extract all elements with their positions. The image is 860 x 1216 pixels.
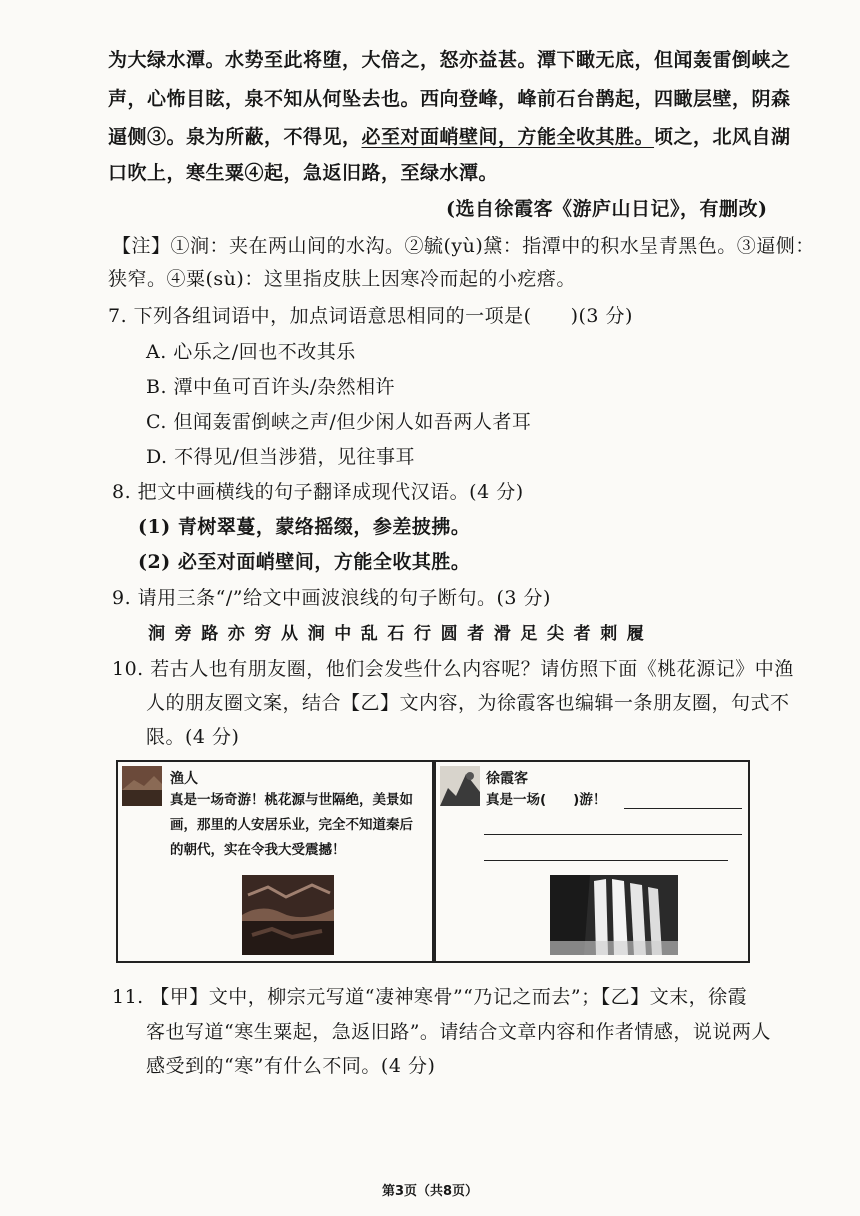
option-b: B. 潭中鱼可百许头/杂然相许 <box>146 376 395 398</box>
page-number: 第3页（共8页） <box>381 1184 479 1199</box>
question-8-item: (2) 必至对面峭壁间，方能全收其胜。 <box>138 551 471 573</box>
question-9-stem: 9. 请用三条“/”给文中画波浪线的句子断句。(3 分) <box>112 587 551 609</box>
option-c: C. 但闻轰雷倒峡之声/但少闲人如吾两人者耳 <box>146 411 532 433</box>
question-11-line: 客也写道“寒生粟起，急返旧路”。请结合文章内容和作者情感，说说两人 <box>146 1021 771 1043</box>
card-text-line: 画，那里的人安居乐业，完全不知道秦后 <box>170 817 413 833</box>
answer-line[interactable] <box>484 860 728 861</box>
xu-xiake-avatar <box>440 766 480 806</box>
option-a: A. 心乐之/回也不改其乐 <box>146 341 356 363</box>
question-10-line: 人的朋友圈文案，结合【乙】文内容，为徐霞客也编辑一条朋友圈，句式不 <box>146 692 790 714</box>
moments-card-xu-xiake <box>434 760 750 963</box>
passage-line <box>108 124 791 150</box>
moments-card-fisherman <box>116 760 434 963</box>
question-10-line: 限。(4 分) <box>146 726 240 748</box>
question-10-line: 10. 若古人也有朋友圈，他们会发些什么内容呢？请仿照下面《桃花源记》中渔 <box>112 658 794 680</box>
waterfall-photo <box>550 875 678 955</box>
question-11-line: 感受到的“寒”有什么不同。(4 分) <box>146 1055 436 1077</box>
passage-line: 为大绿水潭。水势至此将堕，大倍之，怒亦益甚。潭下瞰无底，但闻轰雷倒峡之 <box>108 49 791 71</box>
passage-line: 口吹上，寒生粟④起，急返旧路，至绿水潭。 <box>108 162 499 184</box>
question-7-stem: 7. 下列各组词语中，加点词语意思相同的一项是( )(3 分) <box>108 305 633 327</box>
card-text-line: 的朝代，实在令我大受震撼！ <box>170 842 346 858</box>
wavy-sentence: 涧旁路亦穷从涧中乱石行圆者滑足尖者刺履 <box>148 624 654 644</box>
question-8-item: (1) 青树翠蔓，蒙络摇缀，参差披拂。 <box>138 516 471 538</box>
card-text-line: 真是一场奇游！桃花源与世隔绝，美景如 <box>170 792 413 808</box>
question-8-stem: 8. 把文中画横线的句子翻译成现代汉语。(4 分) <box>112 481 524 503</box>
answer-line[interactable] <box>484 834 742 835</box>
answer-line[interactable] <box>624 808 742 809</box>
passage-line: 声，心怖目眩，泉不知从何坠去也。西向登峰，峰前石台鹊起，四瞰层壁，阴森 <box>108 88 791 110</box>
card-author-name: 渔人 <box>170 771 198 787</box>
passage-text: 顷之，北风自湖 <box>654 126 791 148</box>
notes-line: 【注】①涧：夹在两山间的水沟。②毓(yù)黛：指潭中的积水呈青黑色。③逼侧： <box>112 235 815 257</box>
card-author-name: 徐霞客 <box>486 771 528 787</box>
option-d: D. 不得见/但当涉猎，见往事耳 <box>146 446 416 468</box>
fisherman-avatar <box>122 766 162 806</box>
peach-blossom-photo <box>242 875 334 955</box>
passage-text: 逼侧③。泉为所蔽，不得见， <box>108 126 362 148</box>
passage-source: (选自徐霞客《游庐山日记》，有删改) <box>446 198 768 220</box>
notes-line: 狭窄。④粟(sù)：这里指皮肤上因寒冷而起的小疙瘩。 <box>108 268 576 290</box>
underlined-sentence: 必至对面峭壁间，方能全收其胜。 <box>361 126 655 148</box>
question-11-line: 11. 【甲】文中，柳宗元写道“凄神寒骨”“乃记之而去”；【乙】文末，徐霞 <box>112 986 748 1008</box>
card-fill-prompt: 真是一场( )游！ <box>486 792 607 808</box>
